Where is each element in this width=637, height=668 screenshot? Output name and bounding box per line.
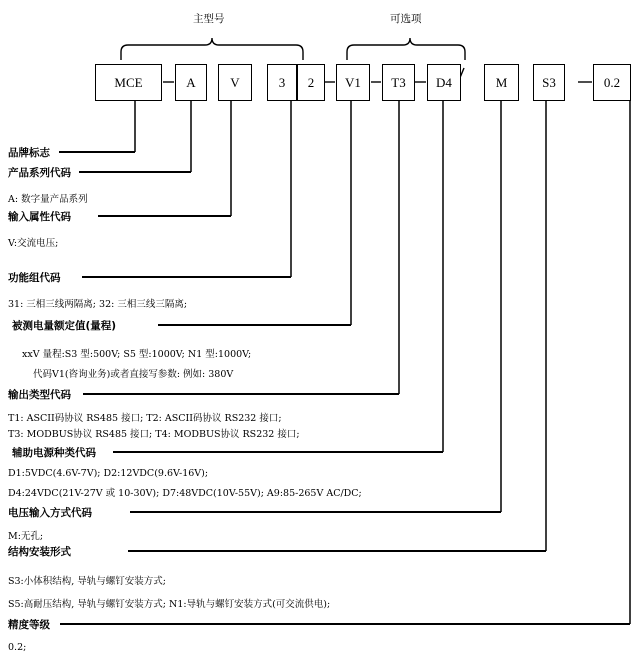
function-code-box-2: 2 [297, 64, 325, 101]
structure-code-box: S3 [533, 64, 565, 101]
precision-desc: 0.2; [8, 642, 27, 653]
aux-power-desc-2: D4:24VDC(21V-27V 或 10-30V); D7:48VDC(10V-55V); A9:85-265V AC/DC; [8, 488, 362, 499]
precision-label: 精度等级 [8, 619, 50, 631]
range-desc-1: xxV 量程:S3 型:500V; S5 型:1000V; N1 型:1000V; [22, 349, 252, 360]
aux-power-label: 辅助电源种类代码 [12, 447, 96, 459]
structure-desc-2: S5:高耐压结构, 导轨与螺钉安装方式; N1:导轨与螺钉安装方式(可交流供电); [8, 599, 331, 610]
function-desc: 31: 三相三线两隔离; 32: 三相三线三隔离; [8, 299, 188, 310]
series-code-box: A [175, 64, 207, 101]
range-desc-2: 代码V1(咨询业务)或者直接写参数: 例如: 380V [33, 369, 234, 380]
output-desc-1: T1: ASCII码协议 RS485 接口; T2: ASCII码协议 RS232 接口; [8, 413, 282, 424]
brand-code-box: MCE [95, 64, 162, 101]
input-attr-desc: V:交流电压; [8, 238, 59, 249]
main-model-header: 主型号 [193, 13, 225, 25]
aux-power-code-box: D4 [427, 64, 461, 101]
precision-code-box: 0.2 [593, 64, 631, 101]
voltage-input-code-box: M [484, 64, 519, 101]
output-desc-2: T3: MODBUS协议 RS485 接口; T4: MODBUS协议 RS232 接口; [8, 429, 300, 440]
voltage-input-desc: M:无孔; [8, 531, 44, 542]
brand-label: 品牌标志 [8, 147, 50, 159]
function-code-box-1: 3 [267, 64, 297, 101]
structure-label: 结构安装形式 [8, 546, 71, 558]
input-attr-code-box: V [218, 64, 252, 101]
function-label: 功能组代码 [8, 272, 61, 284]
optional-header: 可选项 [390, 13, 422, 25]
structure-desc-1: S3:小体积结构, 导轨与螺钉安装方式; [8, 576, 166, 587]
series-desc: A: 数字量产品系列 [8, 194, 88, 205]
range-code-box: V1 [336, 64, 370, 101]
output-code-box: T3 [382, 64, 415, 101]
voltage-input-label: 电压输入方式代码 [8, 507, 92, 519]
output-label: 输出类型代码 [8, 389, 71, 401]
series-label: 产品系列代码 [8, 167, 71, 179]
range-label: 被测电量额定值(量程) [12, 320, 117, 332]
aux-power-desc-1: D1:5VDC(4.6V-7V); D2:12VDC(9.6V-16V); [8, 468, 209, 479]
input-attr-label: 输入属性代码 [8, 211, 71, 223]
